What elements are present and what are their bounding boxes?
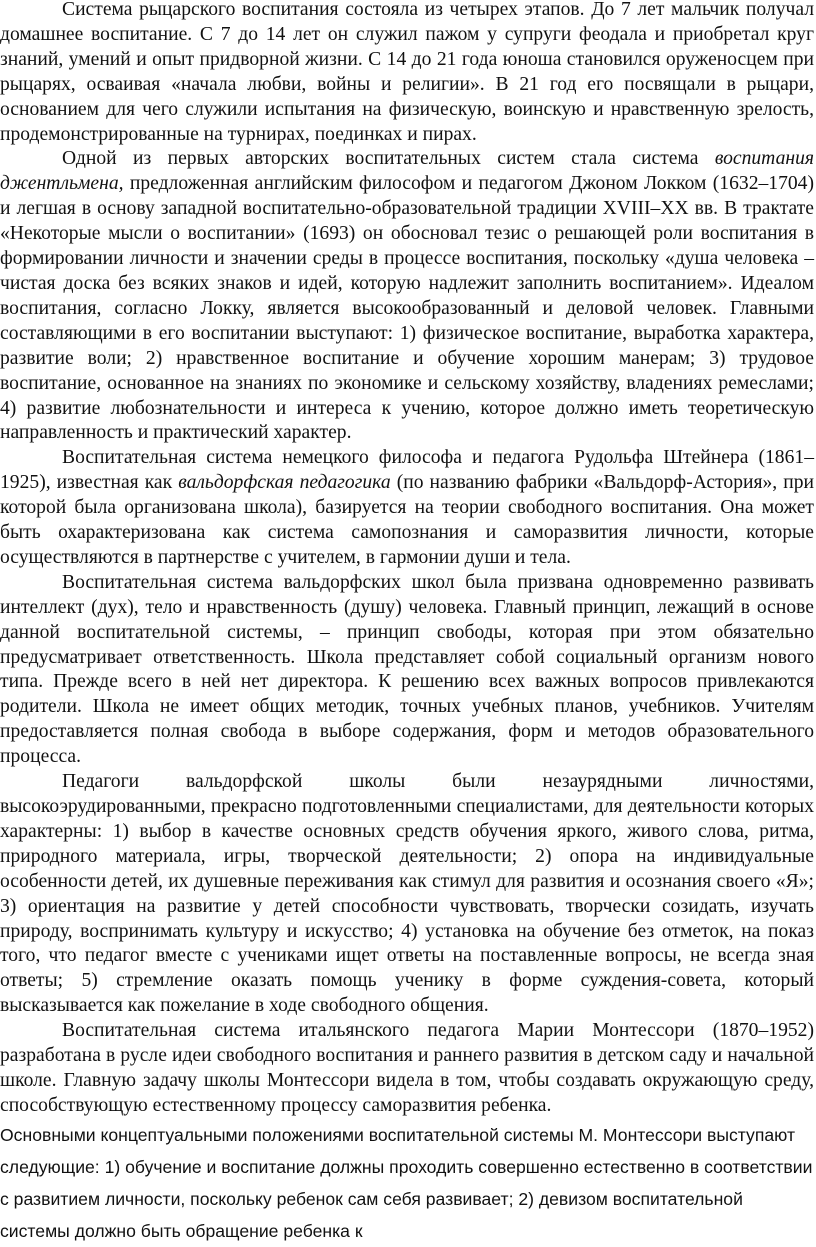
trailing-line: с развитием личности, поскольку ребенок сам себя развивает; 2) девизом воспитательной bbox=[0, 1188, 743, 1209]
paragraph-montessori: Воспитательная система итальянского педагога Марии Монтессори (1870–1952) разработана в русле идеи свободного воспитания и раннего развития в детском саду и начальной школе. Главную задачу школы Монтессори видела в том, чтобы создавать окружающую среду, способствующую естественному процессу саморазвития ребенка. bbox=[0, 1020, 814, 1116]
paragraph-locke-intro: Одной из первых авторских воспитательных систем стала система bbox=[62, 148, 715, 170]
paragraph-knight-education: Система рыцарского воспитания состояла из четырех этапов. До 7 лет мальчик получал домашнее воспитание. С 7 до 14 лет он служил пажом у супруги феодала и приобретал круг знаний, умений и опыт придворной жизни. С 14 до 21 года юноша становился оруженосцем при рыцарях, осваивая «начала любви, войны и религии». В 21 год его посвящали в рыцари, основанием для чего служили испытания на физическую, воинскую и нравственную зрелость, продемонстрированные на турнирах, поединках и пирах. bbox=[0, 0, 814, 145]
trailing-sans-text bbox=[0, 1119, 814, 1247]
paragraph-steiner-body: (по названию фабрики «Вальдорф-Астория», при которой была организована школа), базируется на теории свободного воспитания. Она может быть охарактеризована как система самопознания и саморазвития личности, которые осуществляются в партнерстве с учителем, в гармонии души и тела. bbox=[0, 472, 815, 568]
term-waldorf-pedagogy: вальдорфская педагогика bbox=[178, 472, 391, 494]
paragraph-waldorf-teachers: Педагоги вальдорфской школы были незаурядными личностями, высокоэрудированными, прекрасно подготовленными специалистами, для деятельности которых характерны: 1) выбор в качестве основных средств обучения яркого, живого слова, ритма, природного материала, игры, творческой деятельности; 2) опора на индивидуальные особенности детей, их душевные переживания как стимул для развития и осознания своего «Я»; 3) ориентация на развитие у детей способности чувствовать, творчески созидать, изучать природу, воспринимать культуру и искусство; 4) установка на обучение без отметок, на показ того, что педагог вместе с учениками ищет ответы на поставленные вопросы, не всегда зная ответы; 5) стремление оказать помощь ученику в форме суждения-совета, который высказывается как пожелание в ходе свободного общения. bbox=[0, 771, 814, 1017]
trailing-line: следующие: 1) обучение и воспитание должны проходить совершенно естественно в соответствии bbox=[0, 1156, 813, 1177]
term-gentleman-education: воспитания джентльмена, bbox=[0, 148, 814, 195]
trailing-line: системы должно быть обращение ребенка к bbox=[0, 1220, 363, 1241]
paragraph-steiner-waldorf bbox=[0, 446, 814, 571]
paragraph-steiner-intro: Воспитательная система немецкого философа и педагога Рудольфа Штейнера (1861–1925), известная как bbox=[0, 447, 814, 494]
paragraph-locke-gentleman bbox=[0, 147, 814, 446]
trailing-line: Основными концептуальными положениями воспитательной системы М. Монтессори выступают bbox=[0, 1124, 796, 1145]
paragraph-locke-body: предложенная английским философом и педагогом Джоном Локком (1632–1704) и легшая в основу западной воспитательно-образовательной традиции XVIII–XX вв. В трактате «Некоторые мысли о воспитании» (1693) он обосновал тезис о решающей роли воспитания в формировании личности и значении среды в процессе воспитания, поскольку «душа человека – чистая доска без всяких знаков и идей, которую надлежит заполнить воспитанием». Идеалом воспитания, согласно Локку, является высокообразованный и деловой человек. Главными составляющими в его воспитании выступают: 1) физическое воспитание, выработка характера, развитие воли; 2) нравственное воспитание и обучение хорошим манерам; 3) трудовое воспитание, основанное на знаниях по экономике и сельскому хозяйству, владениях ремеслами; 4) развитие любознательности и интереса к учению, которое должно иметь теоретическую направленность и практический характер. bbox=[0, 173, 814, 444]
paragraph-waldorf-system: Воспитательная система вальдорфских школ была призвана одновременно развивать интеллект (дух), тело и нравственность (душу) человека. Главный принцип, лежащий в основе данной воспитательной системы, – принцип свободы, которая при этом обязательно предусматривает ответственность. Школа представляет собой социальный организм нового типа. Прежде всего в ней нет директора. К решению всех важных вопросов привлекаются родители. Школа не имеет общих методик, точных учебных планов, учебников. Учителям предоставляется полная свобода в выборе содержания, форм и методов образовательного процесса. bbox=[0, 571, 814, 768]
